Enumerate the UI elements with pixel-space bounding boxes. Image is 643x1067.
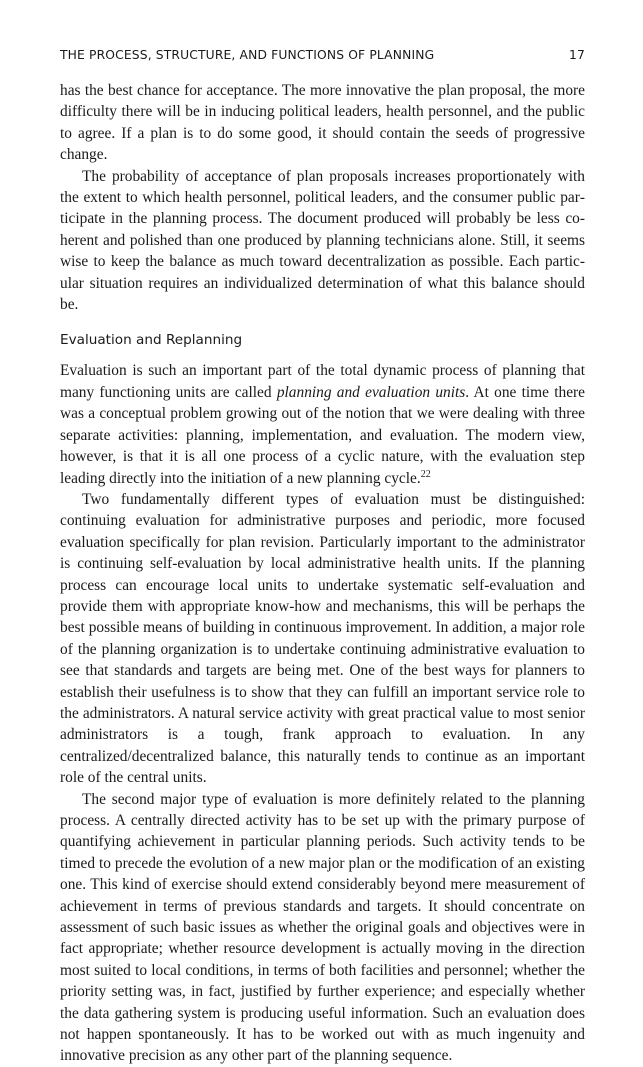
p3-text-after: . At one time there was a conceptual problem growing out of the notion that we were dealing with three separate activities: planning, implementation, and evaluation. The modern view, however, is that it is all one process of a cyclic nature, with the evaluation step leading directly into the initiation of a new planning cycle.: [60, 383, 585, 487]
section-heading: Evaluation and Replanning: [60, 332, 243, 349]
paragraph-continued: has the best chance for acceptance. The more innovative the plan proposal, the more difficulty there will be in inducing political leaders, health personnel, and the public to agree. If a plan is to do some good, it should contain the seeds of progressive change.: [60, 82, 585, 164]
paragraph-evaluation-types: Two fundamentally different types of evaluation must be distinguished: continuing evaluation for administrative purposes and periodic, more focused evaluation specifically for plan revision. Particularly important to the administrator is continuing self-evaluation by local administrative health units. If the planning process can encourage local units to undertake systematic self-evaluation and provide them with appropriate know-how and mechanisms, this will be perhaps the best possible means of building in continuous improvement. In addition, a major role of the planning organization is to undertake continuing administrative evaluation to see that standards and targets are being met. One of the best ways for planners to establish their usefulness is to show that they can fulfill an important service role to the administrators. A natural service activity with great practical value to most senior administrators is a tough, frank approach to evaluation. In any centralized/decentralized balance, this naturally tends to continue as an important role of the central units.: [60, 490, 585, 787]
paragraph-acceptance: The probability of acceptance of plan proposals increases proportionately with the extent to which health personnel, political leaders, and the consumer public participate in the planning process. The document produced will probably be less coherent and polished than one produced by planning technicians alone. Still, it seems wise to keep the balance as much toward decentralization as possible. Each particular situation requires an individualized determination of what this balance should be.: [60, 167, 585, 314]
page-number: 17: [569, 48, 585, 62]
paragraph-second-type: The second major type of evaluation is more definitely related to the planning process. A centrally directed activity has to be set up with the primary purpose of quantifying achievement in particular planning periods. Such activity tends to be timed to precede the evolution of a new major plan or the modification of an existing one. This kind of exercise should extend considerably beyond mere measurement of achievement in terms of previous standards and targets. It should concentrate on assessment of such basic issues as whether the original goals and objectives were in fact appropriate; whether resource development is actually moving in the direction most suited to local conditions, in terms of both facilities and personnel; whether the priority setting was, in fact, justified by further experience; and especially whether the data gathering system is producing useful information. Such an evaluation does not happen spontaneously. It has to be worked out with as much ingenuity and innovative precision as any other part of the planning sequence.: [60, 790, 585, 1065]
footnote-reference: 22: [420, 468, 431, 480]
p3-text-before: Evaluation is such an important part of the total dynamic process of planning that many functioning units are called: [60, 362, 585, 401]
body-text: [60, 80, 585, 1067]
p3-italic-term: planning and evaluation units: [276, 383, 466, 401]
running-head-title: THE PROCESS, STRUCTURE, AND FUNCTIONS OF PLANNING: [60, 48, 435, 62]
running-head: [60, 48, 585, 68]
paragraph-evaluation-intro: [60, 360, 585, 488]
